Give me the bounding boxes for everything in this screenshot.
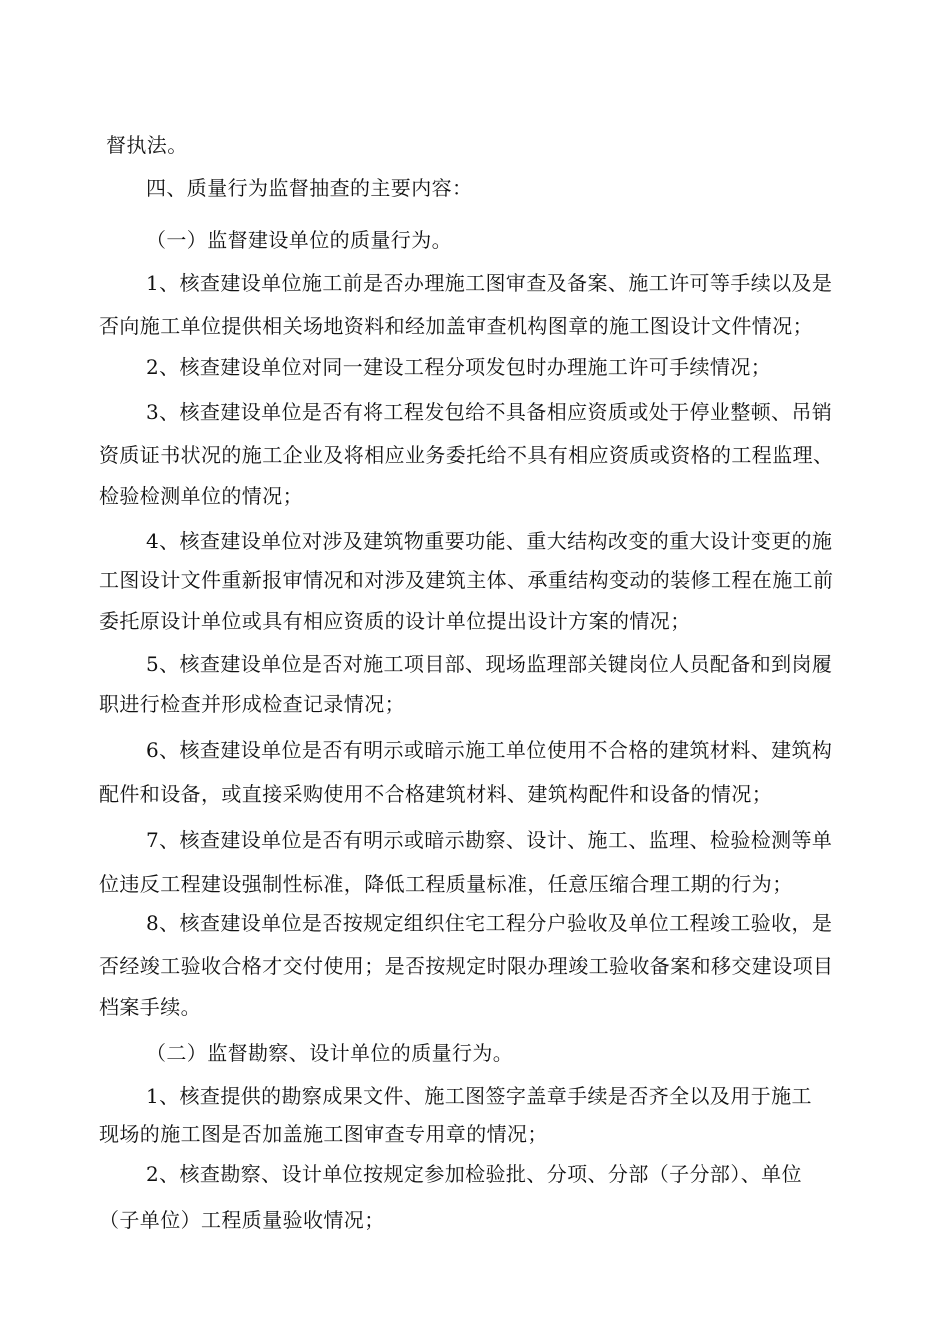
item-4-line-1: 4、核查建设单位对涉及建筑物重要功能、重大结构改变的重大设计变更的施 [146,529,833,553]
section-heading-4: 四、质量行为监督抽查的主要内容： [146,176,473,200]
item-2-2-line-1: 2、核查勘察、设计单位按规定参加检验批、分项、分部（子分部）、单位 [146,1162,802,1186]
item-1-line-1: 1、核查建设单位施工前是否办理施工图审查及备案、施工许可等手续以及是 [146,271,833,295]
item-3-line-2: 资质证书状况的施工企业及将相应业务委托给不具有相应资质或资格的工程监理、 [99,443,834,467]
item-6-line-2: 配件和设备，或直接采购使用不合格建筑材料、建筑构配件和设备的情况； [99,782,773,806]
item-1-line-2: 否向施工单位提供相关场地资料和经加盖审查机构图章的施工图设计文件情况； [99,314,813,338]
item-2-line-1: 2、核查建设单位对同一建设工程分项发包时办理施工许可手续情况； [146,355,772,379]
item-4-line-3: 委托原设计单位或具有相应资质的设计单位提出设计方案的情况； [99,609,691,633]
item-7-line-1: 7、核查建设单位是否有明示或暗示勘察、设计、施工、监理、检验检测等单 [146,828,833,852]
item-3-line-1: 3、核查建设单位是否有将工程发包给不具备相应资质或处于停业整顿、吊销 [146,400,833,424]
item-3-line-3: 检验检测单位的情况； [99,484,303,508]
item-6-line-1: 6、核查建设单位是否有明示或暗示施工单位使用不合格的建筑材料、建筑构 [146,738,833,762]
item-2-1-line-2: 现场的施工图是否加盖施工图审查专用章的情况； [99,1122,548,1146]
item-7-line-2: 位违反工程建设强制性标准，降低工程质量标准，任意压缩合理工期的行为； [99,872,793,896]
item-4-line-2: 工图设计文件重新报审情况和对涉及建筑主体、承重结构变动的装修工程在施工前 [99,568,834,592]
item-8-line-1: 8、核查建设单位是否按规定组织住宅工程分户验收及单位工程竣工验收，是 [146,911,833,935]
item-2-2-line-2: （子单位）工程质量验收情况； [99,1208,385,1232]
subsection-heading-2: （二）监督勘察、设计单位的质量行为。 [146,1041,514,1065]
item-5-line-2: 职进行检查并形成检查记录情况； [99,692,405,716]
subsection-heading-1: （一）监督建设单位的质量行为。 [146,228,452,252]
text-line-continuation: 督执法。 [106,133,188,157]
item-2-1-line-1: 1、核查提供的勘察成果文件、施工图签字盖章手续是否齐全以及用于施工 [146,1084,812,1108]
item-8-line-3: 档案手续。 [99,995,201,1019]
item-5-line-1: 5、核查建设单位是否对施工项目部、现场监理部关键岗位人员配备和到岗履 [146,652,833,676]
item-8-line-2: 否经竣工验收合格才交付使用；是否按规定时限办理竣工验收备案和移交建设项目 [99,954,834,978]
